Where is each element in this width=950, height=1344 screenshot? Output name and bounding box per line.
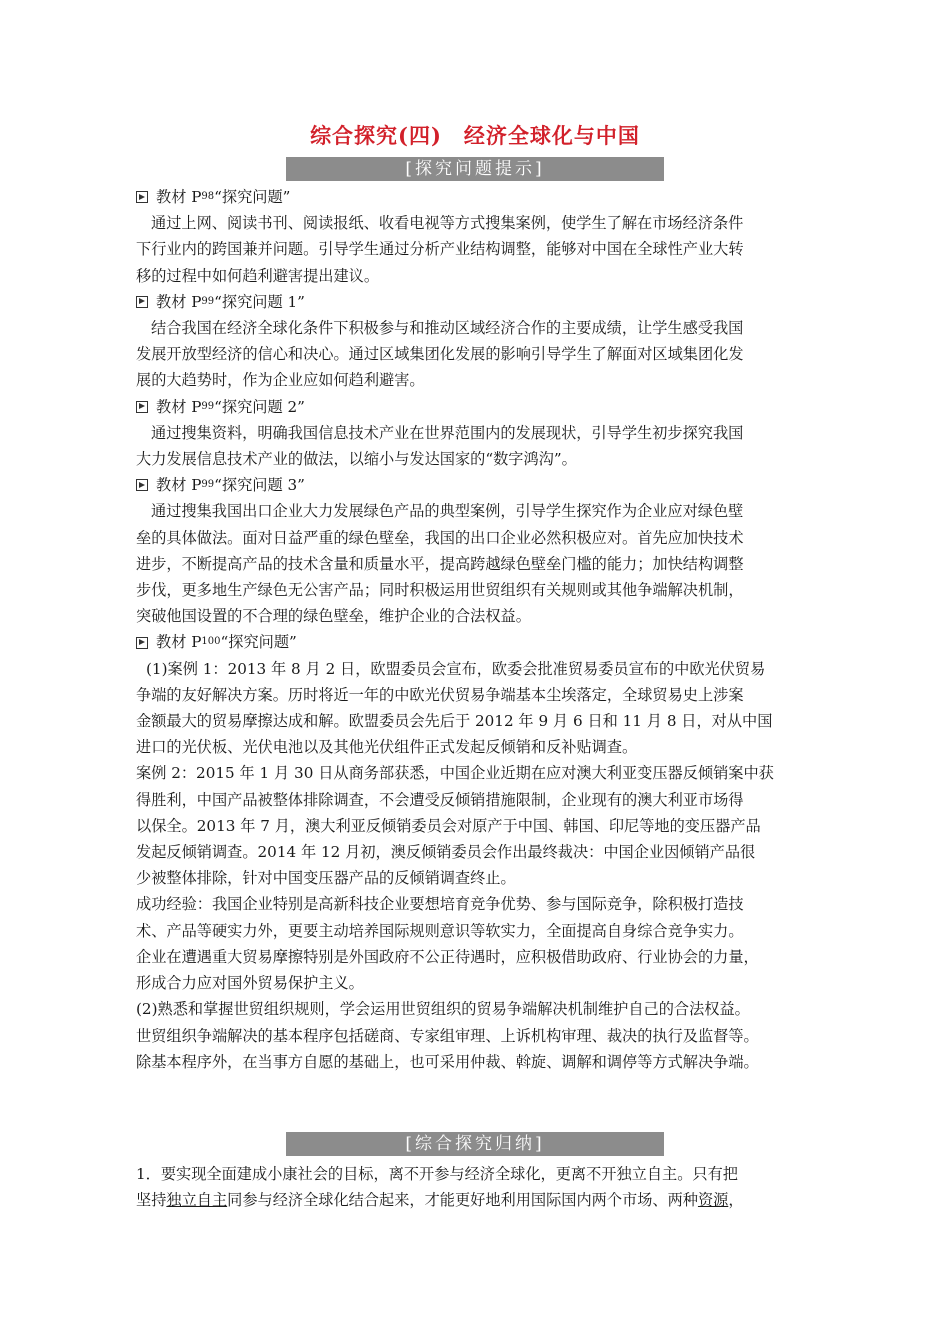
paragraph-line: 进步，不断提高产品的技术含量和质量水平，提高跨越绿色壁垒门槛的能力；加快结构调整 — [136, 554, 744, 573]
paragraph-line: 步伐，更多地生产绿色无公害产品；同时积极运用世贸组织有关规则或其他争端解决机制， — [136, 581, 744, 600]
paragraph-line: 得胜利，中国产品被整体排除调查，不会遭受反倾销措施限制，企业现有的澳大利亚市场得 — [136, 790, 744, 809]
paragraph-line: 金额最大的贸易摩擦达成和解。欧盟委员会先后于 2012 年 9 月 6 日和 11 月 8 日，对从中国 — [136, 712, 773, 731]
section-heading-p99-1: 教材 P 99 “探究问题 1” — [136, 289, 826, 315]
paragraph-line: 通过搜集我国出口企业大力发展绿色产品的典型案例，引导学生探究作为企业应对绿色壁 — [151, 502, 744, 521]
paragraph-line: 下行业内的跨国兼并问题。引导学生通过分析产业结构调整，能够对中国在全球性产业大转 — [136, 240, 744, 259]
paragraph-line: 除基本程序外，在当事方自愿的基础上，也可采用仲裁、斡旋、调解和调停等方式解决争端。 — [136, 1052, 759, 1071]
section-heading-p99-2: 教材 P 99 “探究问题 2” — [136, 394, 826, 420]
paragraph-line: 发起反倾销调查。2014 年 12 月初，澳反倾销委员会作出最终裁决：中国企业因倾销产品很 — [136, 843, 756, 862]
paragraph-line: 结合我国在经济全球化条件下积极参与和推动区域经济合作的主要成绩，让学生感受我国 — [151, 319, 744, 338]
paragraph-line: 成功经验：我国企业特别是高新科技企业要想培育竞争优势、参与国际竞争，除积极打造技 — [136, 895, 744, 914]
explore-content — [136, 184, 826, 1075]
section-heading-p100: 教材 P 100 “探究问题” — [136, 629, 826, 655]
paragraph-line: 术、产品等硬实力外，更要主动培养国际规则意识等软实力，全面提高自身综合竞争实力。 — [136, 921, 744, 940]
paragraph-line: 突破他国设置的不合理的绿色壁垒，维护企业的合法权益。 — [136, 607, 531, 626]
page-title: 综合探究(四) 经济全球化与中国 — [310, 123, 640, 148]
section-heading-p99-3: 教材 P 99 “探究问题 3” — [136, 472, 826, 498]
paragraph-line: 企业在遭遇重大贸易摩擦特别是外国政府不公正待遇时，应积极借助政府、行业协会的力量， — [136, 947, 759, 966]
paragraph-line: 垒的具体做法。面对日益严重的绿色壁垒，我国的出口企业必然积极应对。首先应加快技术 — [136, 528, 744, 547]
paragraph-line: 发展开放型经济的信心和决心。通过区域集团化发展的影响引导学生了解面对区域集团化发 — [136, 345, 744, 364]
paragraph-line: 以保全。2013 年 7 月，澳大利亚反倾销委员会对原产于中国、韩国、印尼等地的变压器产品 — [136, 816, 761, 835]
blank-answer: 独立自主 — [166, 1191, 228, 1210]
paragraph-line: 世贸组织争端解决的基本程序包括磋商、专家组审理、上诉机构审理、裁决的执行及监督等。 — [136, 1026, 759, 1045]
paragraph-line: 移的过程中如何趋利避害提出建议。 — [136, 266, 379, 285]
paragraph-line: 通过搜集资料，明确我国信息技术产业在世界范围内的发展现状，引导学生初步探究我国 — [151, 423, 744, 442]
paragraph-line: 大力发展信息技术产业的做法，以缩小与发达国家的“数字鸿沟”。 — [136, 450, 577, 469]
summary-content — [136, 1161, 826, 1213]
paragraph-line: 通过上网、阅读书刊、阅读报纸、收看电视等方式搜集案例，使学生了解在市场经济条件 — [151, 214, 744, 233]
play-icon — [136, 401, 148, 413]
paragraph-line: 展的大趋势时，作为企业应如何趋利避害。 — [136, 371, 425, 390]
play-icon — [136, 637, 148, 649]
paragraph-line: 1．要实现全面建成小康社会的目标，离不开参与经济全球化，更离不开独立自主。只有把 — [136, 1165, 738, 1183]
blank-answer: 资源 — [697, 1191, 729, 1210]
paragraph-line: (1)案例 1：2013 年 8 月 2 日，欧盟委员会宣布，欧委会批准贸易委员宣布的中欧光伏贸易 — [146, 659, 766, 678]
paragraph-line: 案例 2：2015 年 1 月 30 日从商务部获悉，中国企业近期在应对澳大利亚变压器反倾销案中获 — [136, 764, 774, 783]
play-icon — [136, 479, 148, 491]
section-bar-explore-tips: [探究问题提示] — [286, 157, 664, 181]
play-icon — [136, 191, 148, 203]
paragraph-line: 形成合力应对国外贸易保护主义。 — [136, 974, 364, 993]
paragraph-line: 少被整体排除，针对中国变压器产品的反倾销调查终止。 — [136, 869, 516, 888]
play-icon — [136, 296, 148, 308]
section-heading-p98: 教材 P 98 “探究问题” — [136, 184, 826, 210]
paragraph-line: 争端的友好解决方案。历时将近一年的中欧光伏贸易争端基本尘埃落定，全球贸易史上涉案 — [136, 685, 744, 704]
paragraph-line: 进口的光伏板、光伏电池以及其他光伏组件正式发起反倾销和反补贴调查。 — [136, 738, 638, 757]
section-bar-summary: [综合探究归纳] — [286, 1132, 664, 1156]
paragraph-line: (2)熟悉和掌握世贸组织规则，学会运用世贸组织的贸易争端解决机制维护自己的合法权益。 — [136, 1000, 750, 1019]
paragraph-line: 坚持独立自主同参与经济全球化结合起来，才能更好地利用国际国内两个市场、两种资源， — [136, 1191, 744, 1210]
